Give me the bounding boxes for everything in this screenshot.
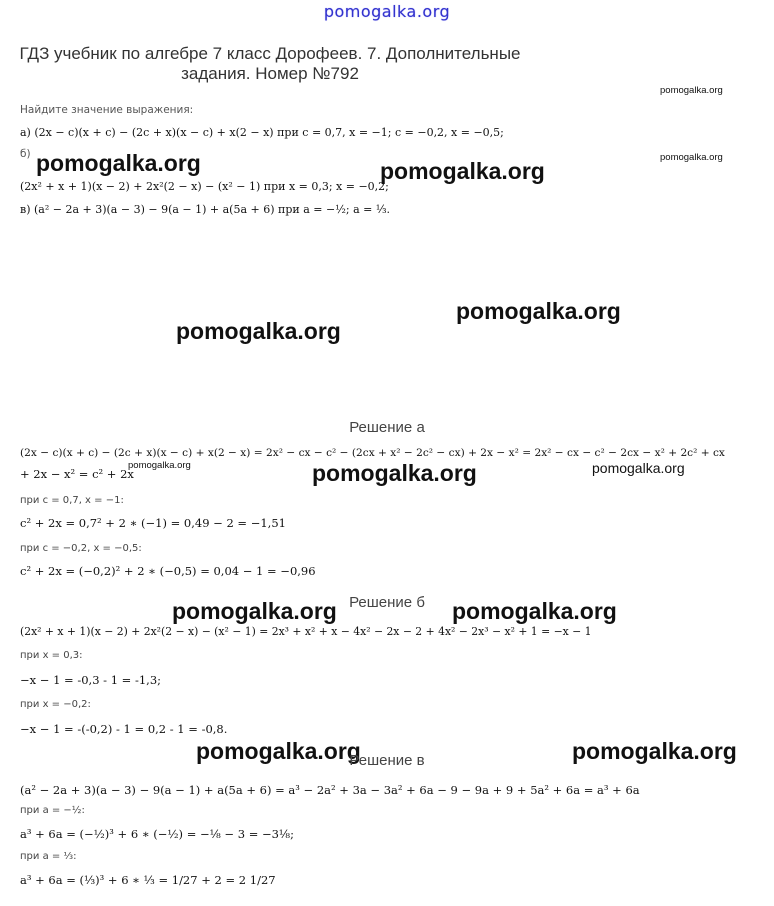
watermark: pomogalka.org — [128, 460, 191, 471]
watermark: pomogalka.org — [572, 738, 737, 764]
task-b-label: б) — [20, 148, 31, 160]
watermark: pomogalka.org — [592, 460, 685, 476]
solution-v-cond1: при a = −½: — [20, 805, 85, 816]
watermark: pomogalka.org — [452, 598, 617, 624]
watermark: pomogalka.org — [312, 460, 477, 486]
watermark: pomogalka.org — [36, 150, 201, 176]
watermark: pomogalka.org — [660, 152, 723, 163]
task-b: (2x² + x + 1)(x − 2) + 2x²(2 − x) − (x² − 1) при x = 0,3; x = −0,2; — [20, 180, 389, 193]
watermark: pomogalka.org — [172, 598, 337, 624]
page-title-line1: ГДЗ учебник по алгебре 7 класс Дорофеев. 7. Дополнительные — [19, 44, 521, 63]
solution-a-line2: + 2x − x² = c² + 2x — [20, 467, 134, 481]
solution-b-calc1: −x − 1 = -0,3 - 1 = -1,3; — [20, 673, 162, 687]
solution-a-heading: Решение а — [349, 419, 425, 436]
solution-b-cond2: при x = −0,2: — [20, 699, 91, 710]
task-v: в) (a² − 2a + 3)(a − 3) − 9(a − 1) + a(5a + 6) при a = −½; a = ⅓. — [20, 203, 391, 216]
solution-v-heading: Решение в — [349, 752, 425, 769]
task-a: а) (2x − c)(x + c) − (2c + x)(x − c) + x(2 − x) при c = 0,7, x = −1; c = −0,2, x = −0,5; — [20, 126, 504, 139]
solution-b-cond1: при x = 0,3: — [20, 650, 83, 661]
site-header[interactable]: pomogalka.org — [323, 2, 451, 21]
watermark: pomogalka.org — [660, 85, 723, 96]
solution-a-calc1: c² + 2x = 0,7² + 2 ∗ (−1) = 0,49 − 2 = −1,51 — [20, 516, 286, 530]
watermark: pomogalka.org — [176, 318, 341, 344]
watermark: pomogalka.org — [196, 738, 361, 764]
solution-v-calc2: a³ + 6a = (⅓)³ + 6 ∗ ⅓ = 1/27 + 2 = 2 1/27 — [20, 873, 276, 887]
page-title-line2: задания. Номер №792 — [181, 64, 359, 83]
watermark: pomogalka.org — [380, 158, 545, 184]
solution-v-cond2: при a = ⅓: — [20, 851, 77, 862]
solution-b-heading: Решение б — [349, 594, 425, 611]
solution-v-calc1: a³ + 6a = (−½)³ + 6 ∗ (−½) = −⅛ − 3 = −3⅛; — [20, 827, 294, 841]
solution-a-cond2: при c = −0,2, x = −0,5: — [20, 543, 142, 554]
solution-a-calc2: c² + 2x = (−0,2)² + 2 ∗ (−0,5) = 0,04 − 1 = −0,96 — [20, 564, 316, 578]
solution-a-line1: (2x − c)(x + c) − (2c + x)(x − c) + x(2 − x) = 2x² − cx − c² − (2cx + x² − 2c² − cx) + 2x − x² = 2x² − cx − c² − 2cx − x² + 2c² + cx — [20, 447, 725, 459]
solution-a-cond1: при c = 0,7, x = −1: — [20, 495, 124, 506]
watermark: pomogalka.org — [456, 298, 621, 324]
solution-b-line1: (2x² + x + 1)(x − 2) + 2x²(2 − x) − (x² − 1) = 2x³ + x² + x − 4x² − 2x − 2 + 4x² − 2x³ − x² + 1 = −x − 1 — [20, 625, 592, 638]
solution-v-line1: (a² − 2a + 3)(a − 3) − 9(a − 1) + a(5a + 6) = a³ − 2a² + 3a − 3a² + 6a − 9 − 9a + 9 + 5a² + 6a = a³ + 6a — [20, 783, 640, 797]
task-intro: Найдите значение выражения: — [20, 104, 194, 116]
solution-b-calc2: −x − 1 = -(-0,2) - 1 = 0,2 - 1 = -0,8. — [20, 722, 228, 736]
